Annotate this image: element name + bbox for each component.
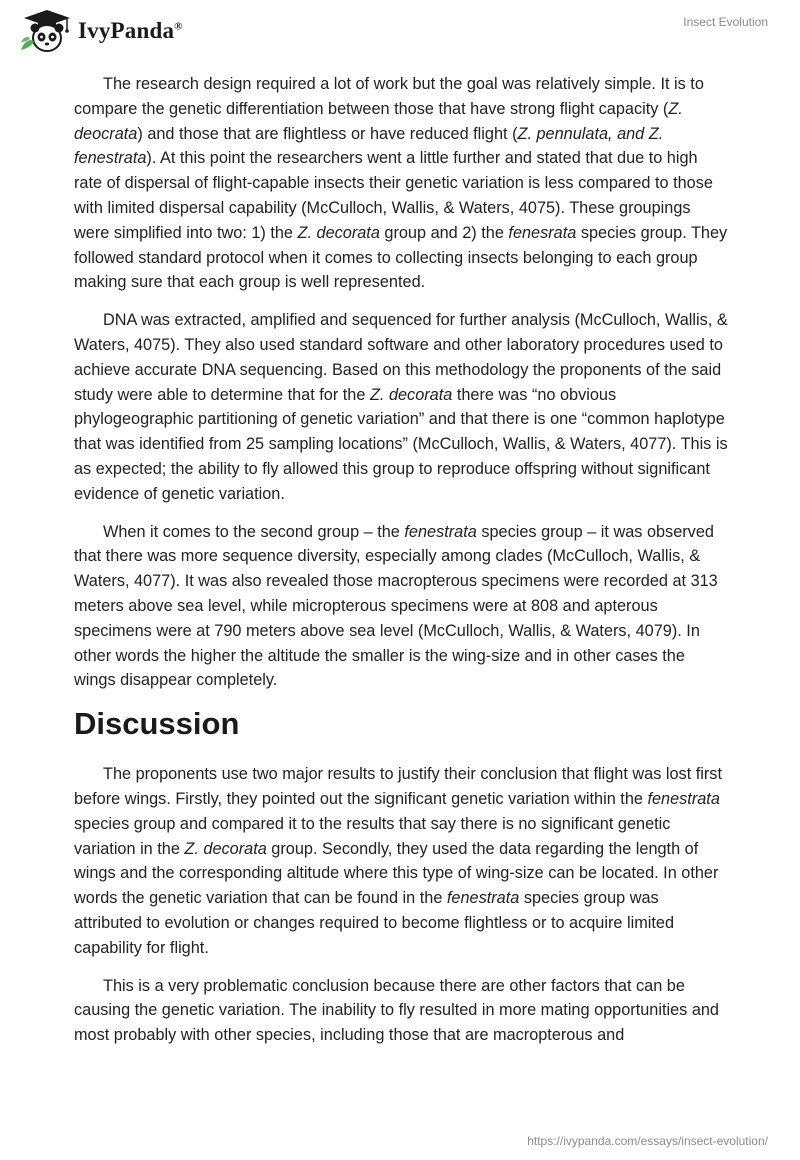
paragraph: This is a very problematic conclusion because there are other factors that can be causing the genetic variation. The inability to fly resulted in more mating opportunities and most probably with other species, including those that are macropterous and (74, 976, 719, 1045)
page-header (0, 0, 800, 60)
source-url-link[interactable]: https://ivypanda.com/essays/insect-evolution/ (527, 1134, 768, 1148)
paragraph: When it comes to the second group – the fenestrata species group – it was observed that there was more sequence diversity, especially among clades (McCulloch, Wallis, & Waters, 4077). It was also revealed those macropterous specimens were recorded at 313 meters above sea level, while micropterous specimens were at 808 and apterous specimens were at 790 meters above sea level (McCulloch, Wallis, & Waters, 4079). In other words the higher the altitude the smaller is the wing-size and in other cases the wings disappear completely. (74, 522, 718, 690)
results-section (74, 72, 728, 693)
paragraph: The research design required a lot of work but the goal was relatively simple. It is to compare the genetic differentiation between those that have strong flight capacity (Z. deocrata) and those that are flightless or have reduced flight (Z. pennulata, and Z. fenestrata). At this point the researchers went a little further and stated that due to high rate of dispersal of flight-capable insects their genetic variation is less compared to those with limited dispersal capability (McCulloch, Wallis, & Waters, 4075). These groupings were simplified into two: 1) the Z. decorata group and 2) the fenesrata species group. They followed standard protocol when it comes to collecting insects belonging to each group making sure that each group is well represented. (74, 75, 728, 292)
brand-name: IvyPanda® (78, 18, 183, 43)
paragraph: The proponents use two major results to justify their conclusion that flight was lost first before wings. Firstly, they pointed out the significant genetic variation within the fenestrata species group and compared it to the results that say there is no significant genetic variation in the Z. decorata group. Secondly, they used the data regarding the length of wings and the corresponding altitude where this type of wing-size can be located. In other words the genetic variation that can be found in the fenestrata species group was attributed to evolution or changes required to become flightless or to acquire limited capability for flight. (74, 765, 722, 957)
panda-graduate-icon (18, 8, 76, 54)
ivypanda-logo[interactable] (18, 8, 183, 54)
section-heading-discussion: Discussion (74, 706, 240, 742)
discussion-section (74, 762, 728, 1048)
essay-body (74, 72, 728, 1061)
paragraph: DNA was extracted, amplified and sequenced for further analysis (McCulloch, Wallis, & Waters, 4075). They also used standard software and other laboratory procedures used to achieve accurate DNA sequencing. Based on this methodology the proponents of the said study were able to determine that for the Z. decorata there was “no obvious phylogeographic partitioning of genetic variation” and that there is one “common haplotype that was identified from 25 sampling locations” (McCulloch, Wallis, & Waters, 4077). This is as expected; the ability to fly allowed this group to reproduce offspring without significant evidence of genetic variation. (74, 311, 728, 503)
document-title: Insect Evolution (683, 15, 768, 29)
